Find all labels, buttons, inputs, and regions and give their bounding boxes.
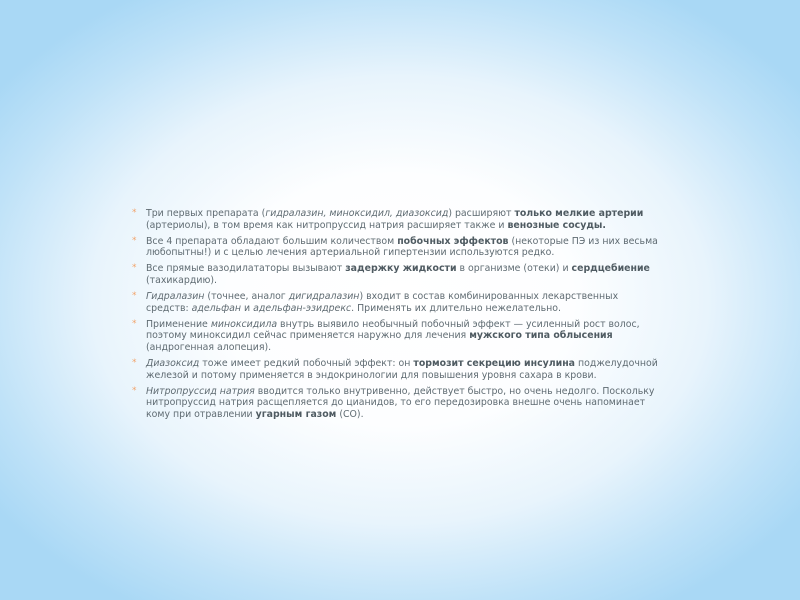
italic-text: адельфан: [191, 302, 242, 314]
bullet-marker-icon: *: [132, 263, 137, 274]
text-run: поджелудочной железой и потому применяется в эндокринологии для повышения уровня сахара в крови.: [146, 358, 658, 381]
text-run: (тахикардию).: [146, 274, 217, 286]
text-run: ) расширяют: [448, 208, 515, 219]
bullet-marker-icon: *: [132, 208, 137, 218]
bold-text: задержку жидкости: [345, 263, 457, 275]
bullet-marker-icon: *: [132, 291, 137, 302]
bold-text: мужского типа облысения: [469, 330, 613, 342]
bullet-marker-icon: *: [132, 385, 137, 396]
bold-text: сердцебиение: [571, 263, 650, 275]
italic-text: Нитропруссид натрия: [146, 385, 255, 397]
bold-text: венозные сосуды.: [507, 219, 606, 231]
italic-text: Диазоксид: [146, 358, 200, 370]
text-run: тоже имеет редкий побочный эффект: он: [199, 358, 414, 370]
bullet-item: [130, 291, 662, 314]
italic-text: гидралазин, миноксидил, диазоксид: [265, 208, 449, 219]
bullet-item: [130, 358, 662, 381]
bullet-item: [130, 386, 662, 421]
text-run: (точнее, аналог: [204, 291, 289, 303]
text-run: в организме (отеки) и: [456, 263, 572, 275]
bold-text: только мелкие артерии: [514, 208, 644, 219]
italic-text: миноксидила: [210, 318, 278, 330]
text-run: . Применять их длительно нежелательно.: [351, 302, 561, 314]
italic-text: Гидралазин: [146, 291, 205, 303]
bullet-list: [130, 208, 662, 425]
bullet-marker-icon: *: [132, 235, 137, 246]
text-run: ) входит в состав комбинированных лекарственных средств:: [146, 291, 619, 314]
text-run: и: [241, 302, 254, 314]
bold-text: угарным газом: [255, 408, 337, 420]
bold-text: побочных эффектов: [397, 235, 509, 247]
bold-text: тормозит секрецию инсулина: [413, 358, 576, 370]
bullet-item: [130, 263, 662, 286]
text-run: Все 4 препарата обладают большим количеством: [146, 235, 398, 247]
bullet-marker-icon: *: [132, 318, 137, 329]
italic-text: адельфан-эзидрекс: [253, 302, 352, 314]
text-run: Три первых препарата (: [146, 208, 266, 219]
italic-text: дигидралазин: [288, 291, 360, 303]
text-run: Все прямые вазодилататоры вызывают: [146, 263, 346, 275]
bullet-item: [130, 236, 662, 259]
bullet-item: [130, 208, 662, 231]
text-run: вводится только внутривенно, действует быстро, но очень недолго. Поскольку нитропруссид натрия расщепляется до цианидов, то его передозировка внешне очень напоминает кому при отравлении: [146, 385, 655, 420]
text-run: внутрь выявило необычный побочный эффект — усиленный рост волос, поэтому миноксидил сейчас применяется наружно для лечения: [146, 318, 640, 342]
bullet-item: [130, 319, 662, 354]
text-run: Применение: [146, 318, 211, 330]
text-run: (СО).: [336, 408, 364, 420]
text-run: (артериолы), в том время как нитропруссид натрия расширяет также и: [146, 219, 508, 231]
text-run: (некоторые ПЭ из них весьма любопытны!) и с целью лечения артериальной гипертензии используются редко.: [146, 235, 658, 259]
bullet-marker-icon: *: [132, 358, 137, 369]
text-run: (андрогенная алопеция).: [146, 341, 272, 353]
